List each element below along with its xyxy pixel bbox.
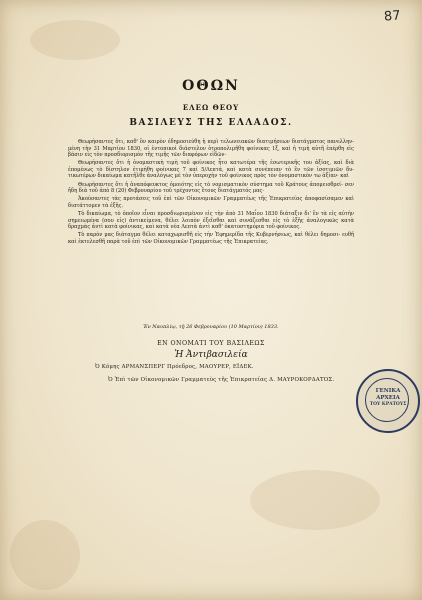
date-line: Ἐν Ναυπλίῳ, τῇ 26 Φεβρουαρίου (10 Μαρτίου) 1833. <box>143 324 279 330</box>
on-behalf-heading: ΕΝ ΟΝΟΜΑΤΙ ΤΟΥ ΒΑΣΙΛΕΩΣ <box>157 340 265 347</box>
paper-stain <box>10 520 80 590</box>
paragraph: Θεωρήσαντες ὅτι, καθ' ὃν καιρὸν ἐδημοσιεύθη ἡ περὶ τελωνειακῶν διατιμήσεων διατάγματος πανελλην- μένη τὴν 31 Μαρτίου 1830, οἱ ἐντοπικοὶ διάστελον ὁτροπολιμῆθη φοίνικας 1ξ, καὶ ἡ τιμὴ αὐτῆ ἐπέρθη εἰς βάσιν εἰς τὸν προσδιορισμὸν τῆς τιμῆς τῶν διαφόρων εἰδῶν· <box>68 139 354 159</box>
document-title: ΟΘΩΝ <box>182 78 240 94</box>
regency-heading: Ἡ Ἀντιβασιλεία <box>174 350 248 360</box>
regency-signatories: Ὁ Κόμης ΑΡΜΑΝΣΠΕΡΓ Πρόεδρος, ΜΑΟΥΡΕΡ, ΕΪΔΕΚ. <box>95 364 254 370</box>
archive-stamp <box>356 369 420 433</box>
paper-stain <box>250 470 380 530</box>
archive-stamp-text: ΓΕΝΙΚΑ <box>375 388 401 394</box>
paragraph: Ἀκούσαντες τὰς προτάσεις τοῦ ἐπὶ τῶν Οἰκονομικῶν Γραμματέως τῆς Ἐπικρατείας ἀποφασίσαμεν καὶ διατάττομεν τὰ ἑξῆς. <box>68 196 354 209</box>
archive-stamp-text: ΤΟΥ ΚΡΑΤΟΥΣ <box>369 402 407 407</box>
document-subtitle-king: ΒΑΣΙΛΕΥΣ ΤΗΣ ΕΛΛΑΔΟΣ. <box>129 118 293 128</box>
paragraph: Θεωρήσαντες ὅτι ἡ ὀνομαστικὴ τιμὴ τοῦ φοίνικος ἦτο κατωτέρα τῆς ἐσωτερικῆς του ἀξίας, καὶ διὰ ἐπομένως τὸ δίστηλον ἐτιμήθη φοίνικας 7 καὶ 5/Λεπτά, καὶ κατὰ συνέπειαν τὸ ἓν τῶν ἰσοτιμιῶν δυ- τικωτέρων δικαίωμα κατῆλθε ἀναλόγως μὲ τὸν ὑπεροχὴν τοῦ φοίνικος πρὸς τὸν ὀνομαστικὸν τω ἀξίαν· καὶ <box>68 160 354 180</box>
paragraph: Τὸ δικαίωμα, τὸ ὁποῖον εἶναι προσδιωρισμένον εἰς τὴν ἀπὸ 31 Μαΐου 1830 διάταξιν δι' ἓν τὰ εἰς αὐτὴν σημειωμένα (σου εἰς) ἀντικείμενα, θέλει λοιπὸν ἐξεῖσθαι καὶ συνάζεσθαι εἰς τὸ ἑξῆς ἀναλογικῶς κατὰ δραχμὰς ἀντὶ κατὰ φοίνικας, καὶ κατὰ νέα Λεπτὰ ἀντὶ καθ' ὁκατοστημόρια τοῦ φοίνικος. <box>68 210 354 231</box>
paragraph: Θεωρήσαντες ὅτι ἡ ἀναπόφευκτος ὁμοιότης εἰς τὸ νομισματικὸν σύστημα τοῦ Κράτους ἀπομειοθρεί- σεν ἤδη διὰ τοῦ ἀπὸ 8 (20) Φεβρουαρίου τοῦ τρέχοντος ἔτους διατάγματός μας· <box>68 181 354 195</box>
paragraph: Τὸ παρὸν μας διάταγμα θέλει καταχωρισθῆ εἰς τὴν Ἐφημερίδα τῆς Κυβερνήσεως, καὶ θέλει δημοσι- ευθῆ καὶ ἐκτελεσθῆ παρὰ τοῦ ἐπὶ τῶν Οἰκονομικῶν Γραμματέως τῆς Ἐπικρατείας. <box>68 232 354 245</box>
decree-body <box>68 139 354 247</box>
paper-stain <box>30 20 120 60</box>
archive-stamp-text: ΑΡΧΕΙΑ <box>376 395 400 401</box>
document-subtitle: ΕΛΕΩ ΘΕΟΥ <box>182 103 240 112</box>
secretary-signatory: Ὁ Ἐπὶ τῶν Οἰκονομικῶν Γραμματεὺς τῆς Ἐπικρατείας Δ. ΜΑΥΡΟΚΟΡΔΑΤΟΣ. <box>108 377 335 383</box>
page-number: 87 <box>383 8 402 25</box>
